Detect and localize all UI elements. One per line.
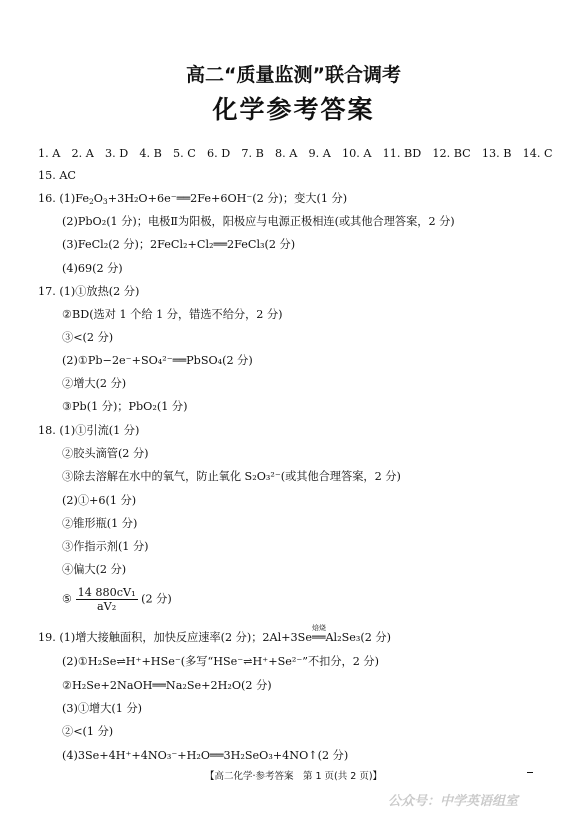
q17-line6: ③Pb(1 分)；PbO₂(1 分) — [62, 400, 188, 413]
reaction-arrow: 焙烧 ══ — [312, 631, 325, 645]
q18-line8-prefix: ⑤ — [62, 592, 73, 606]
q19-line6: (4)3Se+4H⁺+4NO₃⁻+H₂O══3H₂SeO₃+4NO↑(2 分) — [62, 749, 349, 762]
q16-line1: 16. $(1)Fe_2O_3+3H_2O+6e^-══2Fe+6OH^-(2$ 分)；变大(1 分) — [38, 192, 348, 206]
q17-line4: (2)①Pb−2e⁻+SO₄²⁻══PbSO₄(2 分) — [62, 354, 253, 367]
q17-line1: 17. (1)①放热(2 分) — [38, 285, 140, 298]
q18-line6: ③作指示剂(1 分) — [62, 540, 149, 553]
q18-line2: ②胶头滴管(2 分) — [62, 447, 149, 460]
answers-1-14: 1. A 2. A 3. D 4. B 5. C 6. D 7. B 8. A 9. A 10. A 11. BD 12. BC 13. B 14. C — [38, 147, 553, 160]
q17-line3: ③<(2 分) — [62, 331, 114, 344]
q19-line1-pre: 19. (1)增大接触面积，加快反应速率(2 分)；2Al+3Se — [38, 631, 312, 644]
reaction-condition-label: 焙烧 — [311, 624, 326, 632]
q18-line1: 18. (1)①引流(1 分) — [38, 424, 140, 437]
answer-15: 15. AC — [38, 169, 76, 182]
fraction-denominator: aV₂ — [96, 600, 117, 613]
q17-line2: ②BD(选对 1 个给 1 分，错选不给分，2 分) — [62, 308, 283, 321]
q18-line8-suffix: (2 分) — [141, 592, 172, 606]
corner-mark — [527, 772, 533, 773]
q16-line1-pre: 16. (1)Fe — [38, 192, 89, 205]
q16-line1-rest: +3H₂O+6e⁻══2Fe+6OH⁻(2 分)；变大(1 分) — [107, 192, 348, 205]
q19-line1 — [38, 624, 391, 645]
q18-line4: (2)①+6(1 分) — [62, 494, 137, 507]
q18-line3: ③除去溶解在水中的氧气，防止氧化 S₂O₃²⁻(或其他合理答案，2 分) — [62, 470, 401, 483]
q18-line7: ④偏大(2 分) — [62, 563, 127, 576]
q19-line5: ②<(1 分) — [62, 725, 114, 738]
watermark: 公众号：中学英语组室 — [388, 794, 519, 809]
fraction-numerator: 14 880cV₁ — [77, 586, 136, 599]
document-title: 高二“质量监测”联合调考 — [186, 64, 401, 86]
q19-line1-post: Al₂Se₃(2 分) — [325, 631, 391, 644]
document-subtitle: 化学参考答案 — [212, 95, 375, 124]
q19-line2: (2)①H₂Se⇌H⁺+HSe⁻(多写“HSe⁻⇌H⁺+Se²⁻”不扣分，2 分) — [62, 655, 379, 668]
q19-line3: ②H₂Se+2NaOH══Na₂Se+2H₂O(2 分) — [62, 679, 272, 692]
q19-line4: (3)①增大(1 分) — [62, 702, 143, 715]
q16-line2: (2)PbO₂(1 分)；电极Ⅱ为阳极，阳极应与电源正极相连(或其他合理答案，2 分) — [62, 215, 455, 228]
q16-line4: (4)69(2 分) — [62, 262, 123, 275]
q16-line3: (3)FeCl₂(2 分)；2FeCl₂+Cl₂══2FeCl₃(2 分) — [62, 238, 296, 251]
q18-line5: ②锥形瓶(1 分) — [62, 517, 138, 530]
formula-fraction — [76, 586, 138, 613]
q17-line5: ②增大(2 分) — [62, 377, 127, 390]
page-footer: 【高二化学·参考答案 第 1 页(共 2 页)】 — [204, 771, 383, 782]
q18-line8 — [62, 586, 172, 613]
